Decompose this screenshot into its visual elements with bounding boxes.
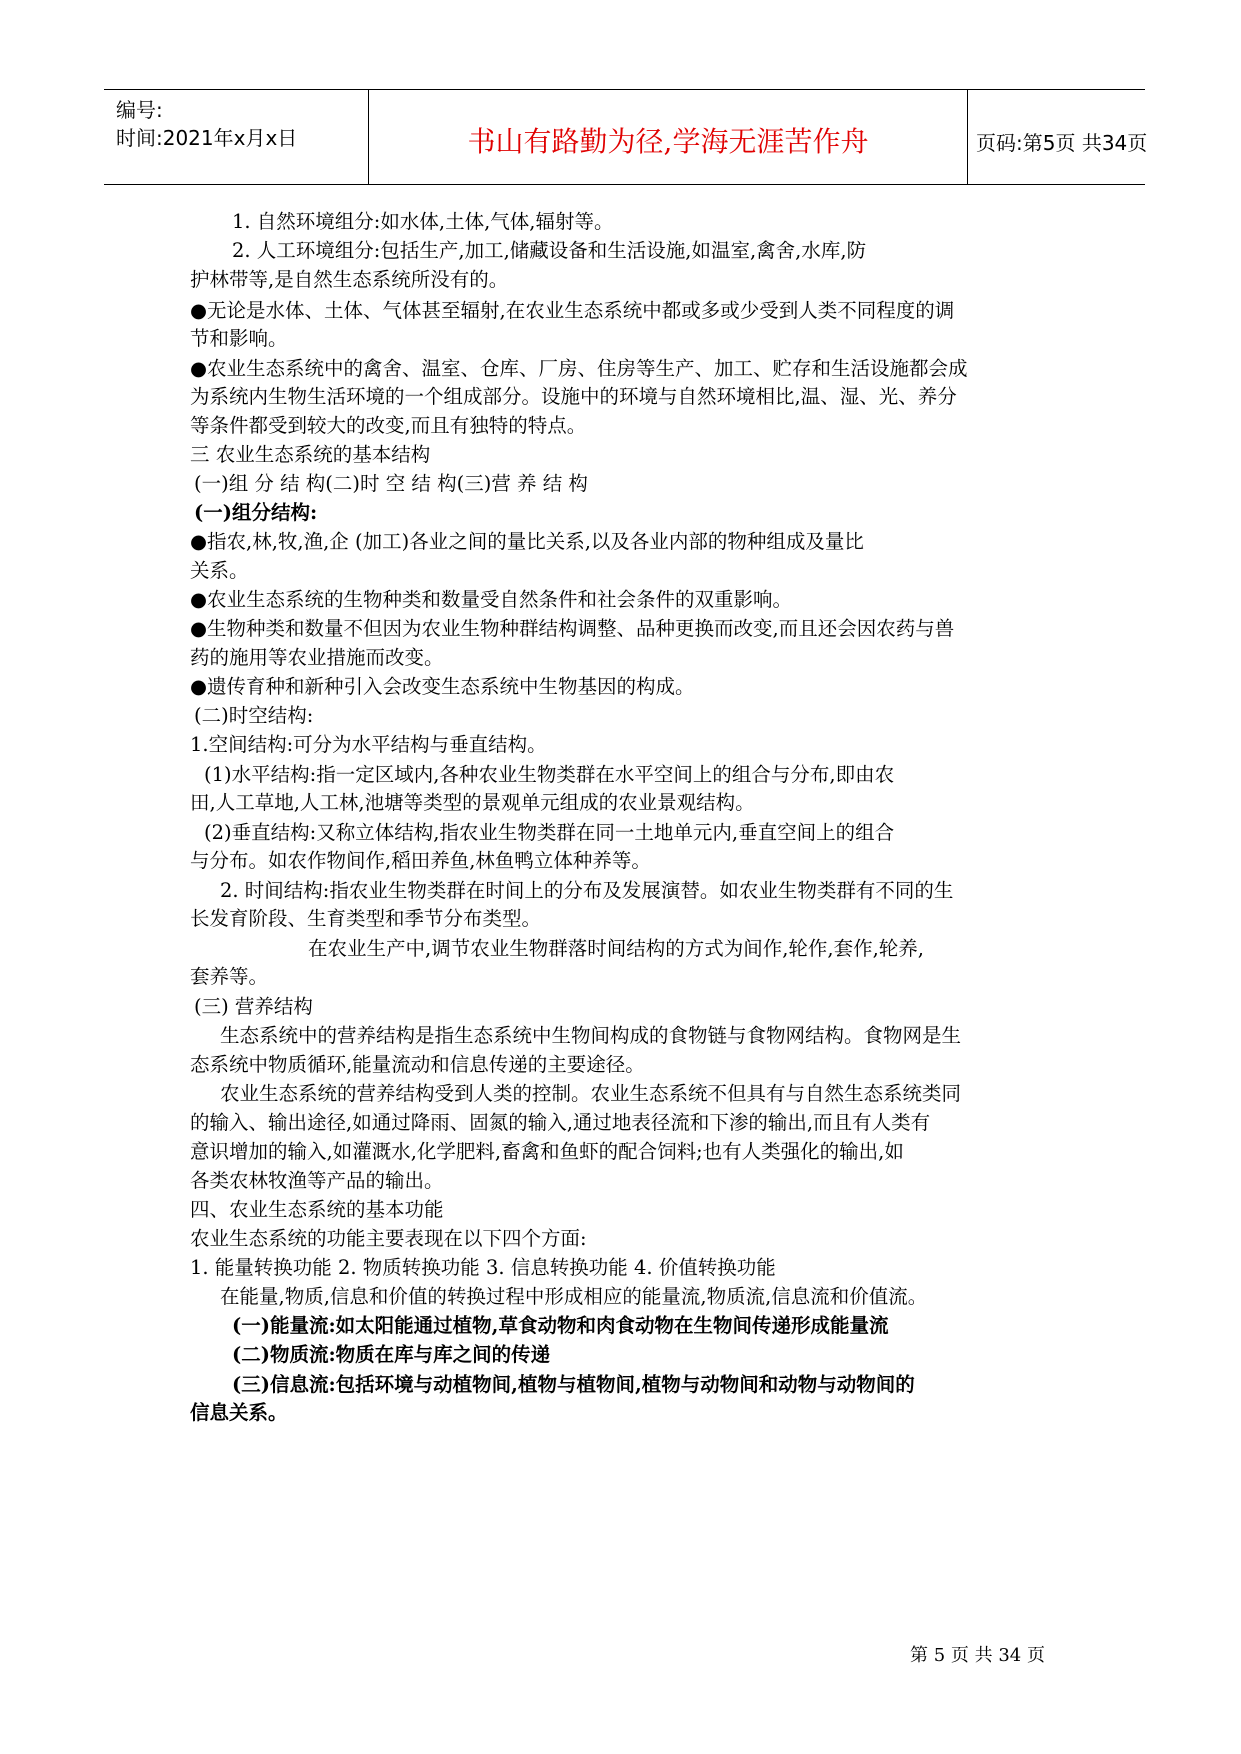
text-line: 2. 人工环境组分:包括生产,加工,储藏设备和生活设施,如温室,禽舍,水库,防 [232, 239, 867, 262]
text-line: 与分布。如农作物间作,稻田养鱼,林鱼鸭立体种养等。 [190, 849, 651, 872]
text-line: 护林带等,是自然生态系统所没有的。 [190, 268, 509, 291]
text-line: ●遗传育种和新种引入会改变生态系统中生物基因的构成。 [190, 675, 695, 698]
number-label: 编号: [116, 98, 163, 122]
flow-item-material: (二)物质流:物质在库与库之间的传递 [232, 1343, 551, 1366]
text-line: 各类农林牧渔等产品的输出。 [190, 1169, 444, 1192]
header-motto: 书山有路勤为径,学海无涯苦作舟 [467, 125, 869, 158]
text-line: 意识增加的输入,如灌溉水,化学肥料,畜禽和鱼虾的配合饲料;也有人类强化的输出,如 [190, 1140, 904, 1163]
text-line: ●指农,林,牧,渔,企 (加工)各业之间的量比关系,以及各业内部的物种组成及量比 [190, 530, 864, 553]
flow-item-energy: (一)能量流:如太阳能通过植物,草食动物和肉食动物在生物间传递形成能量流 [232, 1314, 889, 1337]
text-line: 2. 时间结构:指农业生物类群在时间上的分布及发展演替。如农业生物类群有不同的生 [220, 879, 954, 902]
text-line: 长发育阶段、生育类型和季节分布类型。 [190, 907, 542, 930]
text-line: 的输入、输出途径,如通过降雨、固氮的输入,通过地表径流和下渗的输出,而且有人类有 [190, 1111, 931, 1134]
section-heading: 三 农业生态系统的基本结构 [190, 443, 431, 466]
text-line: ●生物种类和数量不但因为农业生物种群结构调整、品种更换而改变,而且还会因农药与兽 [190, 617, 955, 640]
text-line: ●无论是水体、土体、气体甚至辐射,在农业生态系统中都或多或少受到人类不同程度的调 [190, 299, 955, 322]
text-line: ●农业生态系统中的禽舍、温室、仓库、厂房、住房等生产、加工、贮存和生活设施都会成 [190, 357, 968, 380]
section-heading: 四、农业生态系统的基本功能 [190, 1198, 444, 1221]
text-line: 等条件都受到较大的改变,而且有独特的特点。 [190, 414, 587, 437]
header-middle-cell [368, 90, 968, 184]
subsection-heading: (一)组分结构: [194, 501, 318, 524]
text-line: 节和影响。 [190, 327, 288, 350]
time-label: 时间:2021年x月x日 [116, 126, 298, 150]
text-line: (2)垂直结构:又称立体结构,指农业生物类群在同一土地单元内,垂直空间上的组合 [204, 821, 895, 844]
text-line: 为系统内生物生活环境的一个组成部分。设施中的环境与自然环境相比,温、湿、光、养分 [190, 385, 957, 408]
text-line: 关系。 [190, 559, 249, 582]
text-line: 农业生态系统的功能主要表现在以下四个方面: [190, 1227, 587, 1250]
text-line: 1. 自然环境组分:如水体,土体,气体,辐射等。 [232, 210, 614, 233]
text-line: 药的施用等农业措施而改变。 [190, 646, 444, 669]
page-header [104, 89, 1148, 185]
text-line: 1.空间结构:可分为水平结构与垂直结构。 [190, 733, 547, 756]
page-footer: 第 5 页 共 34 页 [910, 1645, 1045, 1666]
subsection-heading: (二)时空结构: [194, 704, 314, 727]
text-line: 信息关系。 [190, 1401, 288, 1424]
text-line: ●农业生态系统的生物种类和数量受自然条件和社会条件的双重影响。 [190, 588, 793, 611]
text-line: 态系统中物质循环,能量流动和信息传递的主要途径。 [190, 1053, 645, 1076]
text-line: (1)水平结构:指一定区域内,各种农业生物类群在水平空间上的组合与分布,即由农 [204, 763, 895, 786]
text-line: 生态系统中的营养结构是指生态系统中生物间构成的食物链与食物网结构。食物网是生 [220, 1024, 962, 1047]
text-line: 在农业生产中,调节农业生物群落时间结构的方式为间作,轮作,套作,轮养, [308, 937, 924, 960]
header-right-cell [976, 90, 1146, 184]
text-line: (一)组 分 结 构(二)时 空 结 构(三)营 养 结 构 [194, 472, 588, 495]
subsection-heading: (三) 营养结构 [194, 995, 313, 1018]
text-line: 套养等。 [190, 965, 269, 988]
text-line: 1. 能量转换功能 2. 物质转换功能 3. 信息转换功能 4. 价值转换功能 [190, 1256, 776, 1279]
text-line: 田,人工草地,人工林,池塘等类型的景观单元组成的农业景观结构。 [190, 791, 755, 814]
text-line: 农业生态系统的营养结构受到人类的控制。农业生态系统不但具有与自然生态系统类同 [220, 1082, 962, 1105]
text-line: 在能量,物质,信息和价值的转换过程中形成相应的能量流,物质流,信息流和价值流。 [220, 1285, 928, 1308]
flow-item-information: (三)信息流:包括环境与动植物间,植物与植物间,植物与动物间和动物与动物间的 [232, 1373, 915, 1396]
page-indicator: 页码:第5页 共34页 [976, 131, 1148, 155]
header-left-cell [116, 90, 364, 184]
